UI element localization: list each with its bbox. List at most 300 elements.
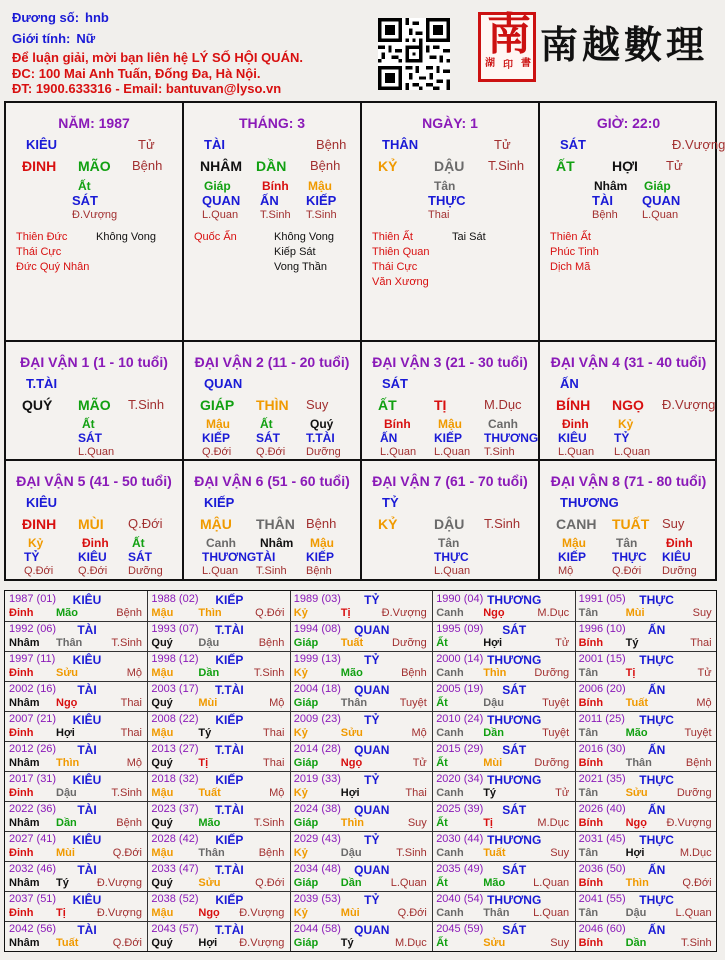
hidden-stem: Canh [206, 536, 236, 550]
year-god: SÁT [502, 623, 527, 637]
year-god: THỰC [639, 713, 674, 727]
year-label: 2034 (48) [293, 863, 341, 875]
year-stem: Ất [436, 757, 448, 769]
year-state: Q.Đới [255, 607, 285, 619]
year-stem: Mậu [151, 907, 174, 919]
year-god: ẤN [647, 743, 666, 757]
hidden-god: TỶ [614, 431, 630, 445]
year-state: Mộ [411, 727, 427, 739]
year-god: TỶ [364, 773, 380, 787]
pillar-title: GIỜ: 22:0 [596, 115, 661, 131]
dai-van-stem: BÍNH [556, 397, 591, 413]
hidden-state: Mộ [558, 565, 574, 577]
year-stem: Bính [578, 637, 604, 649]
dai-van-title: ĐẠI VẬN 8 (71 - 80 tuổi) [550, 473, 707, 489]
year-state: Q.Đới [255, 877, 285, 889]
year-label: 2001 (15) [578, 653, 626, 665]
year-cell [576, 592, 718, 622]
year-stem: Tân [578, 907, 599, 919]
year-cell [576, 802, 718, 832]
year-branch: Sửu [340, 727, 363, 739]
year-branch: Tý [625, 637, 639, 649]
year-label: 2028 (42) [151, 833, 199, 845]
year-cell [148, 592, 290, 622]
year-branch: Tị [625, 667, 636, 679]
year-label: 1998 (12) [151, 653, 199, 665]
year-branch: Hợi [625, 847, 645, 859]
year-state: Bệnh [258, 637, 285, 649]
hidden-god: THỰC [428, 193, 466, 208]
year-cell [576, 772, 718, 802]
year-god: KIẾP [215, 833, 244, 847]
hidden-state: L.Quan [558, 446, 595, 458]
year-state: Suy [407, 817, 427, 829]
pillar-branch-state: Bệnh [132, 158, 163, 173]
year-stem: Đinh [9, 787, 34, 799]
year-label: 1989 (03) [293, 593, 341, 605]
year-stem: Giáp [293, 817, 319, 829]
dai-van-god: ẤN [560, 376, 579, 391]
year-label: 2012 (26) [9, 743, 57, 755]
year-cell [291, 742, 433, 772]
year-cell [6, 772, 148, 802]
year-cell [148, 802, 290, 832]
year-stem: Ất [436, 877, 448, 889]
year-branch: Tuất [198, 787, 221, 799]
year-cell [576, 892, 718, 922]
year-stem: Mậu [151, 727, 174, 739]
year-cell [148, 682, 290, 712]
year-stem: Ất [436, 937, 448, 949]
year-cell [291, 622, 433, 652]
year-state: Bệnh [116, 817, 142, 829]
year-state: M.Dục [395, 937, 427, 949]
year-branch: Dậu [483, 697, 504, 709]
year-state: L.Quan [533, 907, 570, 919]
year-label: 2037 (51) [9, 893, 57, 905]
pillar-star-right: Vong Thần [274, 261, 328, 273]
year-god: THỰC [639, 593, 674, 607]
year-stem: Bính [578, 697, 604, 709]
hidden-stem: Bính [262, 179, 289, 193]
year-state: T.Sinh [396, 847, 427, 859]
qr-code-icon[interactable] [378, 18, 450, 90]
year-stem: Bính [578, 757, 604, 769]
year-cell [291, 592, 433, 622]
year-cell [291, 802, 433, 832]
year-cell [148, 862, 290, 892]
year-god: ẤN [647, 863, 666, 877]
year-label: 2021 (35) [578, 773, 626, 785]
year-stem: Nhâm [9, 817, 40, 829]
year-cell [148, 772, 290, 802]
hidden-god: TÀI [592, 193, 613, 208]
year-branch: Tuất [483, 847, 506, 859]
year-state: T.Sinh [681, 937, 712, 949]
year-cell [576, 712, 718, 742]
year-label: 1990 (04) [436, 593, 484, 605]
hidden-god: KIẾP [558, 550, 587, 564]
hidden-stem: Ất [78, 179, 91, 193]
year-stem: Mậu [151, 667, 174, 679]
year-branch: Hợi [56, 727, 75, 739]
hidden-god: SÁT [78, 431, 102, 445]
year-cell [6, 862, 148, 892]
dai-van-cell [6, 461, 182, 577]
hidden-state: Thai [428, 209, 450, 221]
year-branch: Mão [625, 727, 648, 739]
year-label: 2035 (49) [436, 863, 484, 875]
year-cell [433, 592, 575, 622]
year-god: THỰC [639, 773, 674, 787]
year-god: THỰC [639, 833, 674, 847]
year-state: M.Dục [537, 607, 570, 619]
year-label: 2039 (53) [293, 893, 341, 905]
year-stem: Giáp [293, 937, 319, 949]
year-stem: Giáp [293, 637, 319, 649]
year-branch: Mùi [340, 907, 360, 919]
hidden-god: QUAN [202, 193, 241, 208]
year-cell [148, 922, 290, 952]
hidden-stem: Canh [488, 417, 518, 431]
year-branch: Dần [483, 727, 504, 739]
hidden-state: Bệnh [306, 565, 332, 577]
year-god: KIÊU [72, 593, 102, 607]
year-branch: Tý [483, 787, 497, 799]
year-label: 2020 (34) [436, 773, 484, 785]
hidden-state: Q.Đới [256, 446, 286, 458]
year-state: Đ.Vượng [96, 877, 142, 889]
year-god: TỶ [364, 713, 380, 727]
year-label: 2038 (52) [151, 893, 199, 905]
year-stem: Kỷ [293, 907, 308, 919]
hidden-state: Dưỡng [306, 446, 341, 458]
year-stem: Nhâm [9, 637, 40, 649]
hidden-stem: Tân [434, 179, 456, 193]
year-label: 1995 (09) [436, 623, 484, 635]
year-state: Bệnh [116, 607, 142, 619]
hidden-god: KIẾP [306, 550, 335, 564]
dai-van-title: ĐẠI VẬN 7 (61 - 70 tuổi) [372, 473, 528, 489]
year-label: 2019 (33) [293, 773, 341, 785]
year-label: 1991 (05) [578, 593, 626, 605]
hidden-god: KIÊU [558, 431, 587, 445]
year-cell [433, 712, 575, 742]
dai-van-state: Suy [306, 397, 329, 412]
hidden-stem: Giáp [644, 179, 671, 193]
hidden-god: ẤN [260, 193, 279, 208]
year-stem: Mậu [151, 607, 174, 619]
year-stem: Giáp [293, 877, 319, 889]
year-stem: Ất [436, 817, 448, 829]
contact-invite: Để luận giải, mời bạn liên hệ LÝ SỐ HỘI QUÁN. [12, 50, 303, 65]
year-stem: Tân [578, 847, 599, 859]
year-cell [433, 682, 575, 712]
year-god: T.TÀI [215, 863, 244, 877]
year-label: 1994 (08) [293, 623, 341, 635]
year-label: 2032 (46) [9, 863, 57, 875]
year-stem: Tân [578, 787, 599, 799]
year-state: T.Sinh [253, 817, 285, 829]
pillar-top-state: Đ.Vượng [672, 137, 725, 152]
year-god: TÀI [77, 863, 97, 877]
year-god: SÁT [502, 743, 527, 757]
year-branch: Ngọ [340, 757, 363, 769]
year-cell [291, 922, 433, 952]
year-state: Đ.Vượng [381, 607, 427, 619]
year-branch: Sửu [625, 787, 648, 799]
year-god: TÀI [77, 803, 97, 817]
year-cell [433, 862, 575, 892]
year-label: 2036 (50) [578, 863, 626, 875]
year-cell [6, 892, 148, 922]
year-label: 2009 (23) [293, 713, 341, 725]
dai-van-cell [184, 461, 360, 577]
dai-van-stem: GIÁP [200, 397, 235, 413]
year-branch: Dậu [625, 907, 647, 919]
pillar-title: NGÀY: 1 [422, 115, 478, 131]
hidden-state: L.Quan [642, 209, 679, 221]
year-state: Bệnh [685, 757, 712, 769]
pillar-star-left: Thiên Quan [372, 246, 430, 258]
year-branch: Thân [56, 637, 83, 649]
year-cell [576, 682, 718, 712]
year-god: TÀI [77, 683, 97, 697]
year-stem: Canh [436, 907, 464, 919]
year-state: Q.Đới [682, 877, 712, 889]
dai-van-stem: KỶ [378, 516, 398, 532]
year-cell [433, 742, 575, 772]
gender-label: Giới tính: [12, 31, 71, 46]
year-state: Tử [697, 667, 712, 679]
year-label: 2025 (39) [436, 803, 484, 815]
hidden-god: T.TÀI [306, 431, 335, 445]
year-label: 2016 (30) [578, 743, 626, 755]
hidden-state: T.Sinh [484, 446, 515, 458]
hidden-state: T.Sinh [256, 565, 287, 577]
year-label: 2029 (43) [293, 833, 341, 845]
year-god: THƯƠNG [487, 713, 542, 727]
year-branch: Sửu [56, 667, 79, 679]
year-state: Mộ [126, 757, 142, 769]
year-god: TÀI [77, 623, 97, 637]
year-stem: Đinh [9, 667, 34, 679]
dai-van-branch: TỊ [434, 397, 447, 413]
year-branch: Tị [198, 757, 209, 769]
year-label: 2042 (56) [9, 923, 57, 935]
year-state: Đ.Vượng [239, 907, 285, 919]
year-state: Đ.Vượng [239, 937, 285, 949]
year-god: QUAN [354, 623, 390, 637]
year-branch: Dậu [56, 787, 77, 799]
year-label: 1999 (13) [293, 653, 341, 665]
pillar-stem: NHÂM [200, 158, 242, 174]
year-state: Mộ [269, 787, 285, 799]
dai-van-branch: THÂN [256, 516, 295, 532]
year-cell [291, 892, 433, 922]
dai-van-state: T.Sinh [128, 397, 165, 412]
hidden-god: QUAN [642, 193, 681, 208]
year-god: T.TÀI [215, 683, 244, 697]
year-god: QUAN [354, 743, 390, 757]
year-label: 2030 (44) [436, 833, 484, 845]
year-branch: Mùi [56, 847, 75, 859]
year-label: 2043 (57) [151, 923, 199, 935]
owner-value: hnb [85, 10, 109, 25]
seal-stamp [478, 9, 536, 82]
year-god: THƯƠNG [487, 653, 542, 667]
year-state: L.Quan [533, 877, 570, 889]
year-god: SÁT [502, 803, 527, 817]
year-stem: Nhâm [9, 937, 40, 949]
annual-luck-table [4, 590, 717, 952]
year-branch: Dậu [340, 847, 362, 859]
year-cell [291, 652, 433, 682]
year-cell [148, 742, 290, 772]
year-god: QUAN [354, 803, 390, 817]
hidden-stem: Mậu [206, 417, 230, 431]
hidden-state: Dưỡng [128, 565, 163, 577]
year-label: 2031 (45) [578, 833, 626, 845]
hidden-stem: Mậu [562, 536, 586, 550]
year-cell [433, 832, 575, 862]
dai-van-title: ĐẠI VẬN 5 (41 - 50 tuổi) [16, 473, 172, 489]
dai-van-cell [362, 461, 538, 577]
hidden-stem: Kỷ [618, 417, 634, 431]
year-label: 1992 (06) [9, 623, 57, 635]
year-cell [291, 712, 433, 742]
year-stem: Tân [578, 727, 599, 739]
year-state: Bệnh [258, 847, 285, 859]
year-label: 2007 (21) [9, 713, 57, 725]
hidden-god: KIÊU [78, 550, 107, 564]
year-label: 2040 (54) [436, 893, 484, 905]
dai-van-state: Suy [662, 516, 685, 531]
pillar-stem: KỶ [378, 158, 398, 174]
year-branch: Dần [198, 667, 220, 679]
logo-text: 南越數理 [540, 22, 709, 67]
dai-van-cell [6, 342, 182, 458]
hidden-god: TỶ [24, 550, 40, 564]
year-state: Q.Đới [112, 847, 142, 859]
year-state: Thai [120, 727, 142, 739]
year-cell [433, 892, 575, 922]
year-state: Tử [555, 787, 570, 799]
year-stem: Kỷ [293, 607, 308, 619]
year-cell [148, 892, 290, 922]
hidden-god: SÁT [256, 431, 280, 445]
year-label: 2024 (38) [293, 803, 341, 815]
year-label: 2044 (58) [293, 923, 341, 935]
year-cell [576, 622, 718, 652]
year-branch: Ngọ [56, 697, 78, 709]
pillar-star-left: Thái Cực [372, 261, 418, 273]
year-god: THƯƠNG [487, 773, 542, 787]
hidden-stem: Kỷ [28, 536, 44, 550]
pillar-branch-state: Tử [666, 158, 683, 173]
pillar-top-god: KIÊU [26, 137, 58, 152]
year-stem: Giáp [293, 697, 319, 709]
contact-phone-email[interactable]: ĐT: 1900.633316 - Email: bantuvan@lyso.vn [12, 81, 282, 96]
year-state: Tuyệt [399, 697, 427, 709]
year-cell [433, 622, 575, 652]
hidden-god: THƯƠNG [202, 550, 257, 564]
dai-van-god: SÁT [382, 376, 408, 391]
year-stem: Kỷ [293, 787, 308, 799]
year-label: 2002 (16) [9, 683, 57, 695]
year-stem: Mậu [151, 787, 174, 799]
year-state: Mộ [126, 667, 142, 679]
year-state: Đ.Vượng [96, 907, 142, 919]
year-label: 2023 (37) [151, 803, 199, 815]
year-state: L.Quan [675, 907, 712, 919]
year-stem: Giáp [293, 757, 319, 769]
hidden-state: L.Quan [434, 565, 471, 577]
year-god: ẤN [647, 683, 666, 697]
year-stem: Quý [151, 637, 173, 649]
hidden-god: TÀI [256, 550, 276, 564]
pillar-star-right: Không Vong [96, 231, 156, 243]
dai-van-branch: MÃO [78, 397, 111, 413]
year-stem: Canh [436, 787, 464, 799]
year-god: KIẾP [215, 713, 244, 727]
year-state: Bệnh [401, 667, 427, 679]
pillar-cell [6, 103, 182, 339]
year-branch: Hợi [340, 787, 360, 799]
year-stem: Đinh [9, 907, 34, 919]
dai-van-stem: QUÝ [22, 397, 53, 413]
year-label: 2022 (36) [9, 803, 57, 815]
pillar-star-right: Kiếp Sát [274, 246, 316, 258]
year-branch: Tuất [56, 937, 79, 949]
year-branch: Thân [340, 697, 368, 709]
year-cell [433, 802, 575, 832]
year-state: Mộ [696, 697, 712, 709]
pillar-stem: ĐINH [22, 158, 57, 174]
dai-van-state: Q.Đới [128, 516, 163, 531]
dai-van-cell [184, 342, 360, 458]
year-state: Thai [405, 787, 427, 799]
year-stem: Kỷ [293, 727, 308, 739]
year-god: ẤN [647, 803, 666, 817]
dai-van-title: ĐẠI VẬN 6 (51 - 60 tuổi) [194, 473, 350, 489]
year-cell [433, 652, 575, 682]
year-label: 1987 (01) [9, 593, 57, 605]
hidden-stem: Tân [438, 536, 460, 550]
year-label: 2013 (27) [151, 743, 199, 755]
year-god: SÁT [502, 683, 527, 697]
pillar-top-god: SÁT [560, 137, 586, 152]
year-branch: Thìn [198, 607, 222, 619]
year-branch: Tý [198, 727, 212, 739]
year-state: T.Sinh [111, 787, 142, 799]
year-branch: Sửu [198, 877, 221, 889]
year-cell [291, 862, 433, 892]
year-state: Tuyệt [542, 697, 570, 709]
hidden-stem: Giáp [204, 179, 231, 193]
hidden-stem: Quý [310, 417, 334, 431]
hidden-stem: Mậu [308, 179, 332, 193]
year-god: TỶ [364, 653, 380, 667]
pillar-star-left: Quốc Ấn [194, 231, 237, 243]
year-stem: Quý [151, 877, 173, 889]
year-state: Q.Đới [397, 907, 427, 919]
year-stem: Đinh [9, 607, 34, 619]
pillar-top-state: Tử [138, 137, 155, 152]
year-state: Q.Đới [112, 937, 142, 949]
year-state: Dưỡng [392, 637, 427, 649]
year-state: Suy [550, 937, 570, 949]
